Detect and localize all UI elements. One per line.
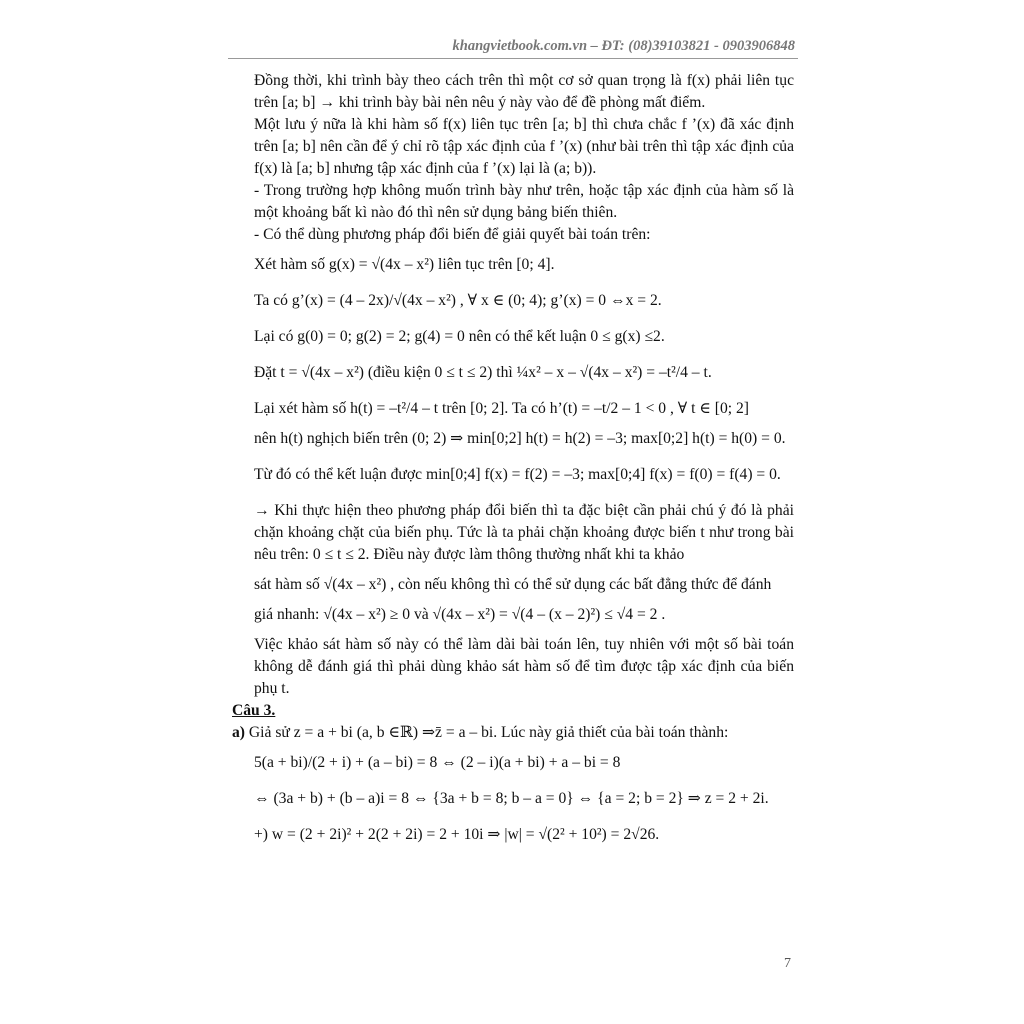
equation-h-definition: Lại xét hàm số h(t) = –t²/4 – t trên [0; 2]. Ta có h’(t) = –t/2 – 1 < 0 , ∀ t ∈ [0; 2]: [254, 400, 749, 417]
equation-g-values: Lại có g(0) = 0; g(2) = 2; g(4) = 0 nên có thể kết luận 0 ≤ g(x) ≤2.: [254, 328, 665, 345]
equation-h-minmax: nên h(t) nghịch biến trên (0; 2) ⇒ min[0;2] h(t) = h(2) = –3; max[0;2] h(t) = h(0) = 0.: [254, 430, 786, 447]
section-title: Câu 3.: [232, 702, 276, 719]
equation-inequality: giá nhanh: √(4x – x²) ≥ 0 và √(4x – x²) = √(4 – (x – 2)²) ≤ √4 = 2 .: [254, 606, 666, 623]
equation-f-conclusion: Từ đó có thể kết luận được min[0;4] f(x) = f(2) = –3; max[0;4] f(x) = f(0) = f(4) = 0.: [254, 466, 781, 483]
part-a-label: a): [232, 724, 245, 741]
part-a-text: Giả sử z = a + bi (a, b ∈ℝ) ⇒z̄ = a – bi. Lúc này giả thiết của bài toán thành:: [248, 724, 729, 741]
paragraph-6: Việc khảo sát hàm số này có thể làm dài bài toán lên, tuy nhiên với một số bài toán không dễ đánh giá thì phải dùng khảo sát hàm số để tìm được tập xác định của biến phụ t.: [254, 636, 794, 697]
paragraph-3: - Trong trường hợp không muốn trình bày như trên, hoặc tập xác định của hàm số là một khoảng bất kì nào đó thì nên sử dụng bảng biến thiên.: [254, 182, 794, 221]
equation-a3: +) w = (2 + 2i)² + 2(2 + 2i) = 2 + 10i ⇒ |w| = √(2² + 10²) = 2√26.: [254, 826, 660, 843]
part-a: [232, 722, 794, 744]
equation-g-definition: Xét hàm số g(x) = √(4x – x²) liên tục trên [0; 4].: [254, 256, 555, 273]
page-content: [232, 70, 794, 846]
equation-a2: ⇔ (3a + b) + (b – a)i = 8 ⇔ {3a + b = 8; b – a = 0} ⇔ {a = 2; b = 2} ⇒ z = 2 + 2i.: [254, 790, 769, 807]
equation-substitution: Đặt t = √(4x – x²) (điều kiện 0 ≤ t ≤ 2) thì ¼x² – x – √(4x – x²) = –t²/4 – t.: [254, 364, 712, 381]
page-header: khangvietbook.com.vn – ĐT: (08)39103821 - 0903906848: [452, 38, 795, 54]
paragraph-2: Một lưu ý nữa là khi hàm số f(x) liên tục trên [a; b] thì chưa chắc f ’(x) đã xác định trên [a; b] nên cần để ý chỉ rõ tập xác định của f ’(x) (như bài trên thì tập xác định của f(x) là [a; b] nhưng tập xác định của f ’(x) lại là (a; b)).: [254, 116, 794, 177]
paragraph-4: - Có thể dùng phương pháp đổi biến để giải quyết bài toán trên:: [254, 226, 651, 243]
page-number: 7: [784, 956, 791, 971]
paragraph-5: → Khi thực hiện theo phương pháp đổi biến thì ta đặc biệt cần phải chú ý đó là phải chặn khoảng chặt của biến phụ. Tức là ta phải chặn khoảng được biến t như trong bài nêu trên: 0 ≤ t ≤ 2. Điều này được làm thông thường nhất khi ta khảo: [254, 502, 794, 563]
equation-a1: 5(a + bi)/(2 + i) + (a – bi) = 8 ⇔ (2 – i)(a + bi) + a – bi = 8: [254, 754, 621, 771]
equation-sqrt-survey: sát hàm số √(4x – x²) , còn nếu không thì có thể sử dụng các bất đẳng thức để đánh: [254, 576, 772, 593]
paragraph-1: Đồng thời, khi trình bày theo cách trên thì một cơ sở quan trọng là f(x) phải liên tục trên [a; b] → khi trình bày bài nên nêu ý này vào để đề phòng mất điểm.: [254, 72, 794, 111]
equation-g-derivative: Ta có g’(x) = (4 – 2x)/√(4x – x²) , ∀ x ∈ (0; 4); g’(x) = 0 ⇔x = 2.: [254, 292, 662, 309]
header-rule: [228, 58, 798, 59]
